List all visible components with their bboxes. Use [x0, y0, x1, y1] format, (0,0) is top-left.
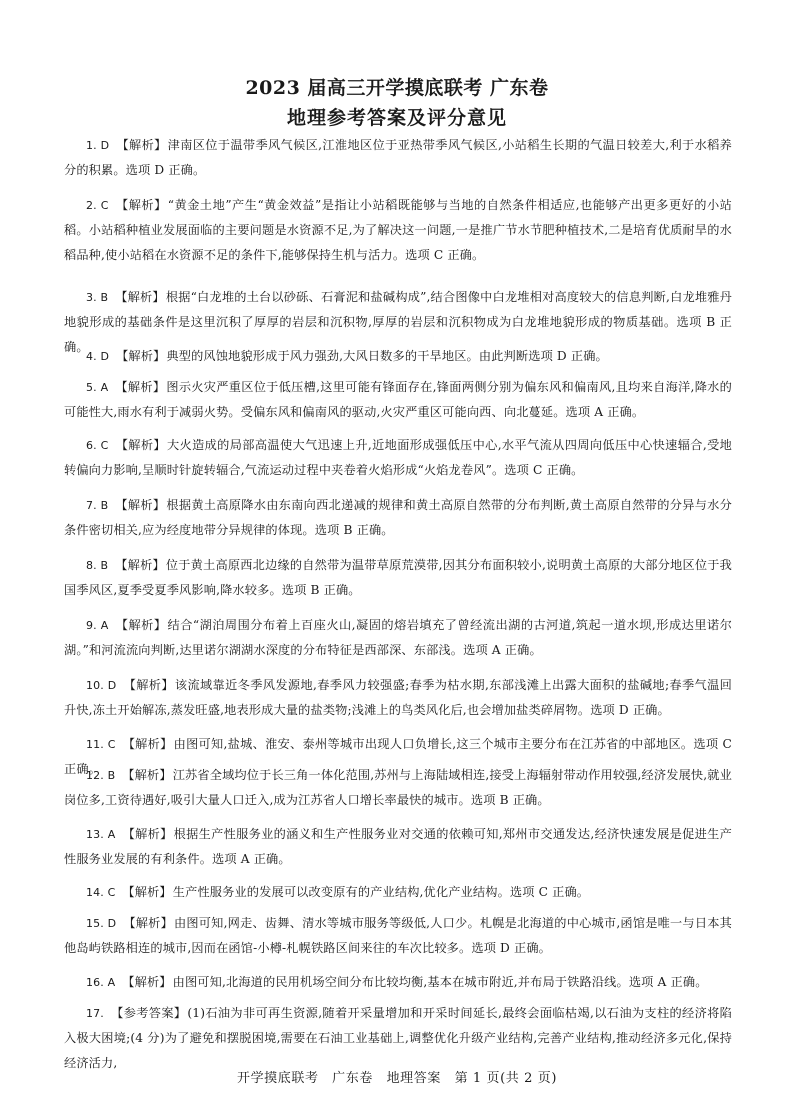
analysis-tag: 【解析】 [122, 737, 173, 751]
answer-text: “黄金土地”产生“黄金效益”是指让小站稻既能够与当地的自然条件相适应,也能够产出更多更好的小站稻。小站稻种植业发展面临的主要问题是水资源不足,为了解决这一问题,一是推广节水节肥种植技术,二是培育优质耐旱的水稻品种,使小站稻在水资源不足的条件下,能够保持生机与活力。选项 C 正确。 [64, 198, 732, 262]
answer-text: 江苏省全域均位于长三角一体化范围,苏州与上海陆域相连,接受上海辐射带动作用较强,经济发展快,就业岗位多,工资待遇好,吸引大量人口迁入,成为江苏省人口增长率最快的城市。选项 B 正确。 [64, 768, 732, 807]
answer-text: 由图可知,北海道的民用机场空间分布比较均衡,基本在城市附近,并布局于铁路沿线。选项 A 正确。 [172, 975, 708, 989]
analysis-tag: 【解析】 [122, 827, 173, 841]
question-number: 17. [86, 1007, 104, 1020]
answer-item [64, 1001, 732, 1076]
analysis-tag: 【解析】 [115, 290, 165, 304]
analysis-tag: 【解析】 [115, 438, 166, 452]
question-number: 12. B [86, 769, 116, 782]
answer-key-heading: 地理参考答案及评分意见 [286, 107, 507, 129]
question-number: 7. B [86, 499, 109, 512]
analysis-tag: 【解析】 [115, 618, 167, 632]
reference-answer-tag: 【参考答案】 [110, 1006, 187, 1020]
answer-text: 根据黄土高原降水由东南向西北递减的规律和黄土高原自然带的分布判断,黄土高原自然带的分异与水分条件密切相关,应为经度地带分异规律的体现。选项 B 正确。 [64, 498, 732, 537]
question-number: 16. A [86, 976, 116, 989]
analysis-tag: 【解析】 [116, 138, 167, 152]
answer-item [64, 613, 732, 663]
answer-item [64, 822, 732, 872]
question-number: 8. B [86, 559, 109, 572]
answer-item [64, 493, 732, 543]
answer-item [64, 673, 732, 723]
analysis-tag: 【解析】 [115, 558, 165, 572]
analysis-tag: 【解析】 [123, 678, 174, 692]
answer-text: 结合“湖泊周围分布着上百座火山,凝固的熔岩填充了曾经流出湖的古河道,筑起一道水坝,形成达里诺尔湖。”和河流流向判断,达里诺尔湖湖水深度的分布特征是西部深、东部浅。选项 A 正确。 [64, 618, 733, 657]
analysis-tag: 【解析】 [116, 349, 166, 363]
answer-text: 大火造成的局部高温使大气迅速上升,近地面形成强低压中心,水平气流从四周向低压中心快速辐合,受地转偏向力影响,呈顺时针旋转辐合,气流运动过程中夹卷着火焰形成“火焰龙卷风”。选项 C 正确。 [64, 438, 732, 477]
page-footer: 开学摸底联考 广东卷 地理答案 第 1 页(共 2 页) [236, 1071, 557, 1086]
question-number: 4. D [86, 350, 110, 363]
answer-text: 根据生产性服务业的涵义和生产性服务业对交通的依赖可知,郑州市交通发达,经济快速发展是促进生产性服务业发展的有利条件。选项 A 正确。 [64, 827, 732, 866]
answer-text: 津南区位于温带季风气候区,江淮地区位于亚热带季风气候区,小站稻生长期的气温日较差大,利于水稻养分的积累。选项 D 正确。 [64, 138, 733, 177]
answer-item [64, 433, 732, 483]
question-number: 1. D [86, 139, 110, 152]
question-number: 11. C [86, 738, 116, 751]
question-number: 6. C [86, 439, 109, 452]
question-number: 14. C [86, 886, 116, 899]
answer-item [64, 133, 732, 183]
analysis-tag: 【解析】 [115, 198, 167, 212]
answer-item [64, 375, 732, 425]
question-number: 9. A [86, 619, 109, 632]
exam-title: 2023 届高三开学摸底联考 广东卷 [245, 77, 549, 99]
answer-item [64, 193, 732, 268]
question-number: 10. D [86, 679, 117, 692]
analysis-tag: 【解析】 [122, 885, 172, 899]
answer-text: (1)石油为非可再生资源,随着开采量增加和开采时间延长,最终会面临枯竭,以石油为支柱的经济将陷入极大困境;(4 分)为了避免和摆脱困境,需要在石油工业基础上,调整优化升级产业结构,完善产业结构,推动经济多元化,保持经济活力, [64, 1006, 732, 1070]
question-number: 3. B [86, 291, 109, 304]
question-number: 5. A [86, 381, 109, 394]
analysis-tag: 【解析】 [115, 380, 166, 394]
answer-text: 位于黄土高原西北边缘的自然带为温带草原荒漠带,因其分布面积较小,说明黄土高原的大部分地区位于我国季风区,夏季受夏季风影响,降水较多。选项 B 正确。 [64, 558, 732, 597]
answer-item [64, 763, 732, 813]
answer-item [64, 880, 732, 905]
answer-item [64, 911, 732, 961]
answer-text: 图示火灾严重区位于低压槽,这里可能有锋面存在,锋面两侧分别为偏东风和偏南风,且均来自海洋,降水的可能性大,雨水有利于减弱火势。受偏东风和偏南风的驱动,火灾严重区可能向西、向北蔓延。选项 A 正确。 [64, 380, 732, 419]
answer-text: 由图可知,盐城、淮安、泰州等城市出现人口负增长,这三个城市主要分布在江苏省的中部地区。选项 C 正确。 [64, 737, 732, 776]
answer-text: 由图可知,网走、齿舞、清水等城市服务等级低,人口少。札幌是北海道的中心城市,函馆是唯一与日本其他岛屿铁路相连的城市,因而在函馆-小樽-札幌铁路区间来往的车次比较多。选项 D 正确。 [64, 916, 732, 955]
answer-text: 该流域靠近冬季风发源地,春季风力较强盛;春季为枯水期,东部浅滩上出露大面积的盐碱地;春季气温回升快,冻土开始解冻,蒸发旺盛,地表形成大量的盐类物;浅滩上的鸟类风化后,也会增加盐类碎屑物。选项 D 正确。 [64, 678, 732, 717]
answer-item [64, 970, 732, 995]
analysis-tag: 【解析】 [115, 498, 166, 512]
analysis-tag: 【解析】 [122, 768, 172, 782]
question-number: 13. A [86, 828, 116, 841]
analysis-tag: 【解析】 [122, 975, 172, 989]
answer-text: 生产性服务业的发展可以改变原有的产业结构,优化产业结构。选项 C 正确。 [172, 885, 590, 899]
analysis-tag: 【解析】 [123, 916, 173, 930]
answer-item [64, 553, 732, 603]
answer-text: 典型的风蚀地貌形成于风力强劲,大风日数多的干旱地区。由此判断选项 D 正确。 [166, 349, 608, 363]
question-number: 2. C [86, 199, 109, 212]
answer-text: 根据“白龙堆的土台以砂砾、石膏泥和盐碱构成”,结合图像中白龙堆相对高度较大的信息判断,白龙堆雅丹地貌形成的基础条件是这里沉积了厚厚的岩层和沉积物,厚厚的岩层和沉积物成为白龙堆地貌形成的物质基础。选项 B 正确。 [64, 290, 732, 354]
question-number: 15. D [86, 917, 117, 930]
answer-item [64, 344, 732, 369]
